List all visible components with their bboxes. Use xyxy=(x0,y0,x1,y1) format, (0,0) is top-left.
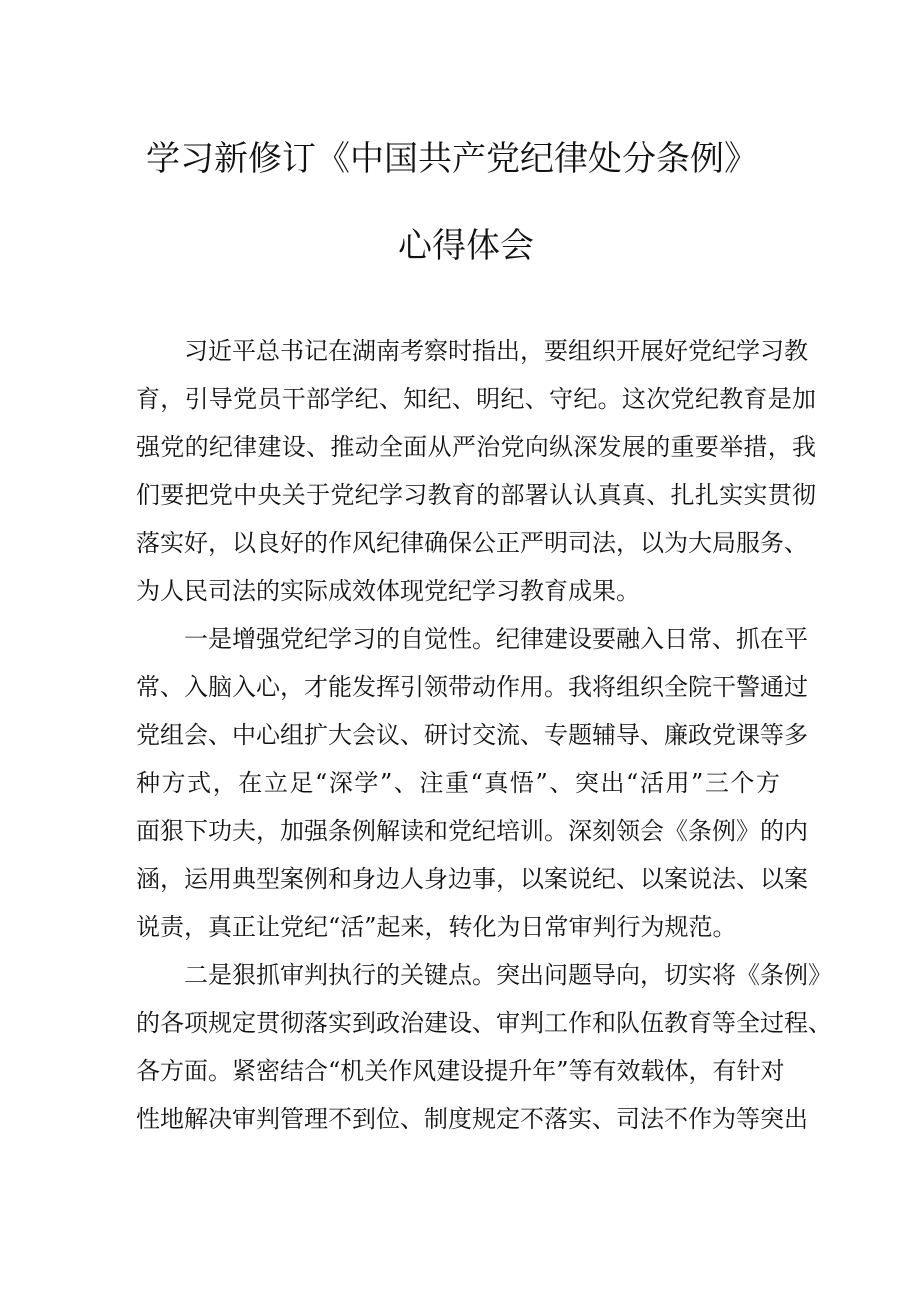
text-line: 为人民司法的实际成效体现党纪学习教育成果。 xyxy=(136,577,640,605)
document-title-line-1: 学习新修订《中国共产党纪律处分条例》 xyxy=(146,139,758,179)
text-line: 种方式，在立足“深学”、注重“真悟”、突出“活用”三个方 xyxy=(136,769,780,797)
text-line: 常、入脑入心，才能发挥引领带动作用。我将组织全院干警通过 xyxy=(136,673,808,701)
text-line: 强党的纪律建设、推动全面从严治党向纵深发展的重要举措，我 xyxy=(136,433,816,461)
text-line: 涵，运用典型案例和身边人身边事，以案说纪、以案说法、以案 xyxy=(136,865,808,893)
text-line: 面狠下功夫，加强条例解读和党纪培训。深刻领会《条例》的内 xyxy=(136,817,808,845)
text-line: 性地解决审判管理不到位、制度规定不落实、司法不作为等突出 xyxy=(136,1105,808,1133)
text-line: 党组会、中心组扩大会议、研讨交流、专题辅导、廉政党课等多 xyxy=(136,721,808,749)
text-line: 各方面。紧密结合“机关作风建设提升年”等有效载体，有针对 xyxy=(136,1057,785,1085)
text-line: 一是增强党纪学习的自觉性。纪律建设要融入日常、抓在平 xyxy=(184,625,808,653)
text-line: 二是狠抓审判执行的关键点。突出问题导向，切实将《条例》 xyxy=(184,961,832,989)
text-line: 育，引导党员干部学纪、知纪、明纪、守纪。这次党纪教育是加 xyxy=(136,385,816,413)
text-line: 落实好，以良好的作风纪律确保公正严明司法，以为大局服务、 xyxy=(136,529,808,557)
text-line: 们要把党中央关于党纪学习教育的部署认认真真、扎扎实实贯彻 xyxy=(136,481,816,509)
document-title-line-2: 心得体会 xyxy=(398,226,534,266)
text-line: 的各项规定贯彻落实到政治建设、审判工作和队伍教育等全过程、 xyxy=(136,1009,832,1037)
text-line: 说责，真正让党纪“活”起来，转化为日常审判行为规范。 xyxy=(136,913,737,941)
text-line: 习近平总书记在湖南考察时指出，要组织开展好党纪学习教 xyxy=(184,337,808,365)
